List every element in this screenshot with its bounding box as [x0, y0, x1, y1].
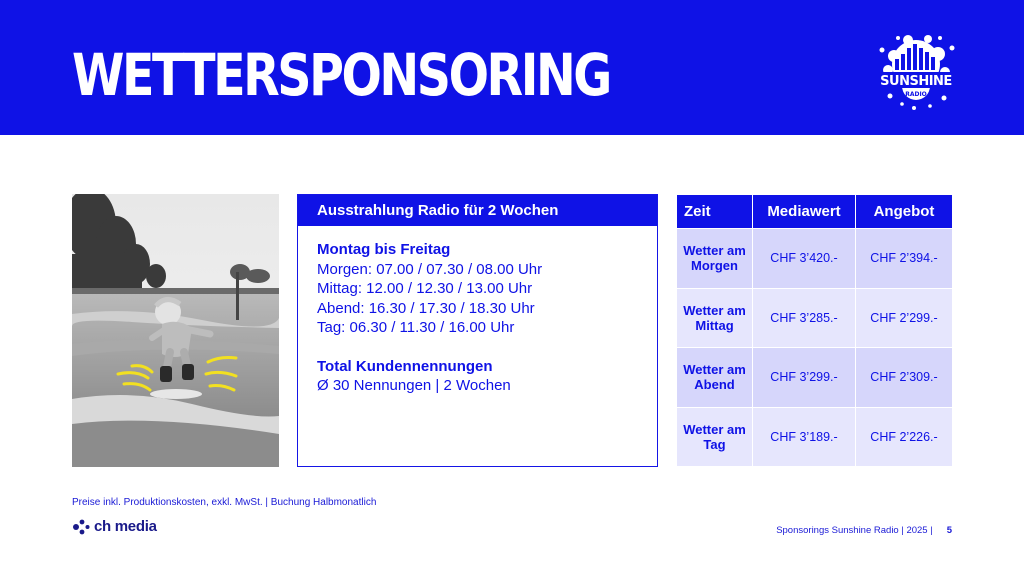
cell-angebot: CHF 2’299.- [856, 289, 952, 349]
svg-text:SUNSHINE: SUNSHINE [880, 74, 952, 89]
table-row [677, 348, 952, 408]
cell-zeit: Wetter am Abend [677, 348, 753, 408]
schedule-line: Mittag: 12.00 / 12.30 / 13.00 Uhr [317, 280, 533, 297]
cell-zeit: Wetter am Mittag [677, 289, 753, 349]
cell-mediawert: CHF 3’420.- [753, 229, 856, 289]
info-box-body [298, 226, 657, 396]
column-header-zeit: Zeit [677, 195, 753, 229]
cell-zeit: Wetter am Tag [677, 408, 753, 468]
schedule-line: Tag: 06.30 / 11.30 / 16.00 Uhr [317, 319, 515, 336]
info-box-heading: Ausstrahlung Radio für 2 Wochen [298, 195, 657, 226]
photo-child-puddle [72, 194, 279, 467]
price-table [677, 195, 952, 467]
cell-angebot: CHF 2’394.- [856, 229, 952, 289]
table-row [677, 229, 952, 289]
ch-media-brand: ch media [94, 518, 157, 535]
schedule-line: Abend: 16.30 / 17.30 / 18.30 Uhr [317, 299, 535, 317]
table-header-row [677, 195, 952, 229]
page-number: 5 [946, 525, 952, 536]
page-title: WETTERSPONSORING [72, 41, 610, 109]
broadcast-info-box [297, 194, 658, 467]
ch-media-logo-icon [72, 519, 90, 535]
schedule-line: Morgen: 07.00 / 07.30 / 08.00 Uhr [317, 260, 543, 278]
footer-source [776, 525, 952, 536]
price-footnote: Preise inkl. Produktionskosten, exkl. MwSt. | Buchung Halbmonatlich [72, 497, 377, 508]
table-row [677, 408, 952, 468]
svg-text:RADIO: RADIO [905, 91, 927, 98]
cell-mediawert: CHF 3’285.- [753, 289, 856, 349]
column-header-angebot: Angebot [856, 195, 952, 229]
footer-source-text: Sponsorings Sunshine Radio | 2025 | [776, 525, 933, 536]
table-row [677, 289, 952, 349]
ch-media-logo [72, 518, 157, 535]
cell-zeit: Wetter am Morgen [677, 229, 753, 289]
column-header-mediawert: Mediawert [753, 195, 856, 229]
total-value: Ø 30 Nennungen | 2 Wochen [317, 377, 511, 394]
header-bar [0, 0, 1024, 135]
schedule-heading: Montag bis Freitag [317, 241, 451, 258]
cell-mediawert: CHF 3’189.- [753, 408, 856, 468]
sunshine-radio-logo [868, 30, 964, 116]
cell-angebot: CHF 2’309.- [856, 348, 952, 408]
cell-mediawert: CHF 3’299.- [753, 348, 856, 408]
total-heading: Total Kundennennungen [317, 357, 493, 375]
cell-angebot: CHF 2’226.- [856, 408, 952, 468]
